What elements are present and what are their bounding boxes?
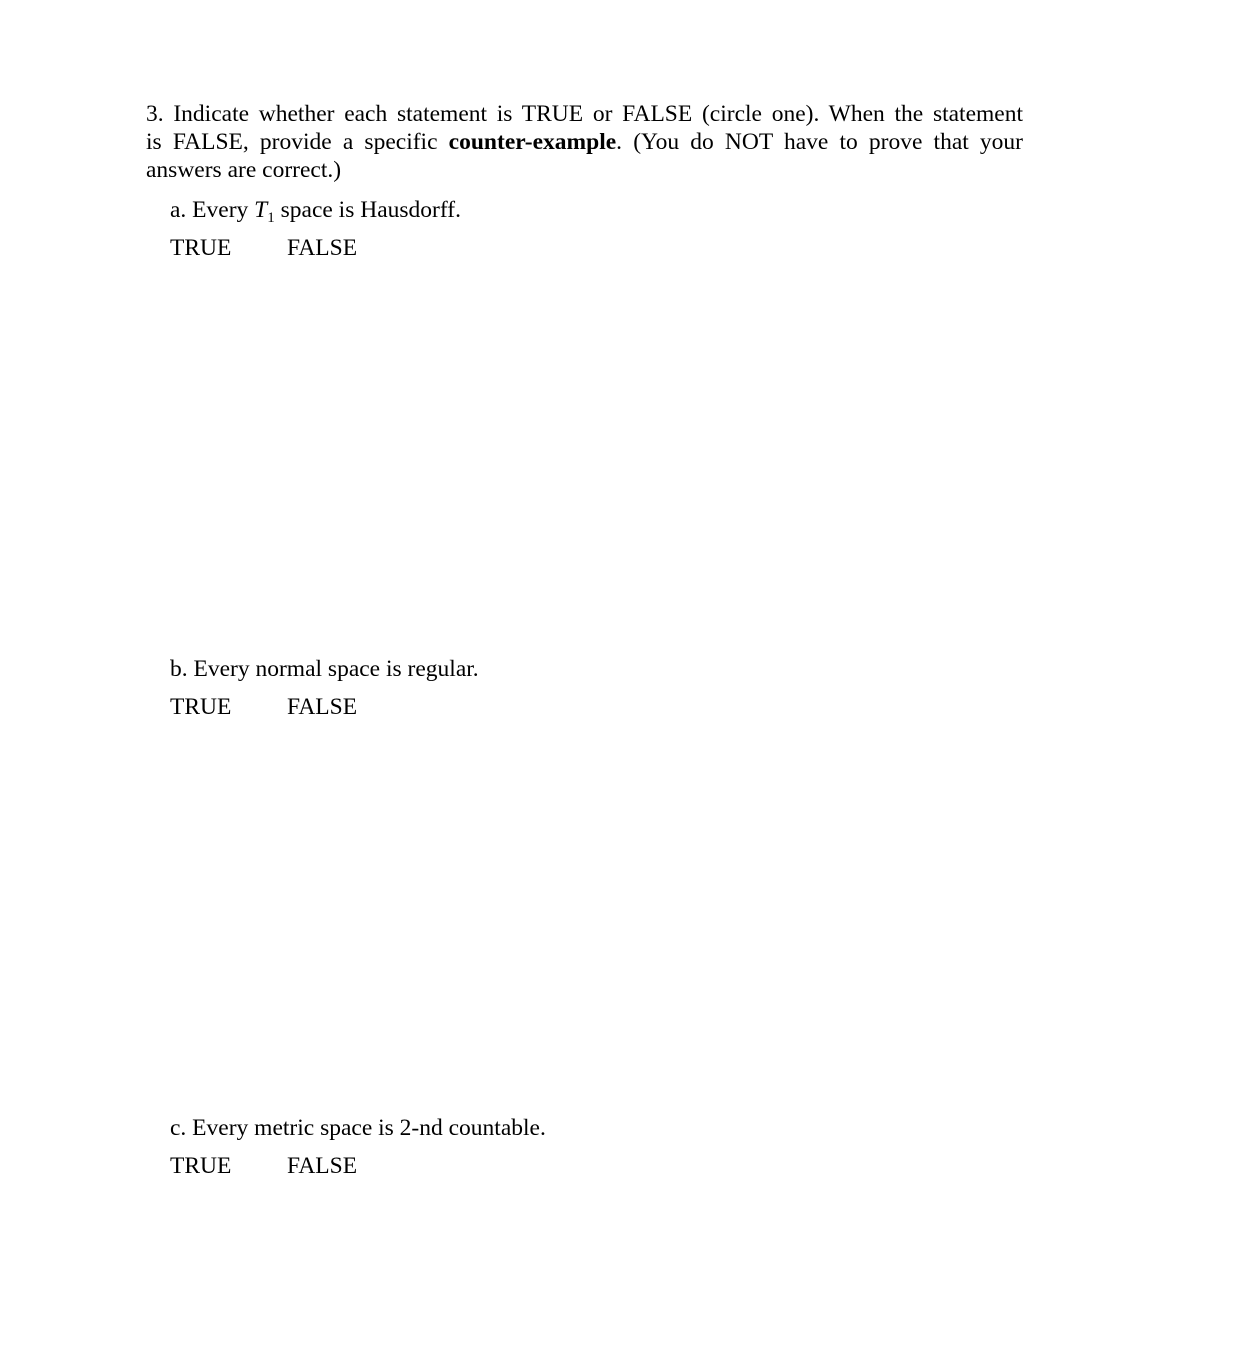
question-b-true-option[interactable]: TRUE <box>170 694 232 720</box>
question-c-choices <box>170 1152 546 1180</box>
question-c-statement: c. Every metric space is 2-nd countable. <box>170 1115 546 1141</box>
instructions-line-1: 3. Indicate whether each statement is TRUE or FALSE (circle one). When the statement <box>146 101 1023 127</box>
instructions-line-3: answers are correct.) <box>146 157 342 183</box>
question-c-false-option[interactable]: FALSE <box>287 1153 358 1179</box>
question-a-suffix: space is Hausdorff. <box>280 197 461 223</box>
question-a-true-option[interactable]: TRUE <box>170 235 232 261</box>
question-a-false-option[interactable]: FALSE <box>287 235 358 261</box>
t1-symbol-base: T <box>254 197 268 223</box>
question-b-choices <box>170 693 479 721</box>
t1-symbol-subscript: 1 <box>267 210 275 226</box>
instructions-line-2 <box>146 128 1023 156</box>
counter-example-emphasis: counter-example <box>448 129 617 155</box>
question-b-statement: b. Every normal space is regular. <box>170 656 479 682</box>
question-a-statement <box>170 196 461 224</box>
instructions-line-2-end: . (You do NOT have to prove that your <box>616 129 1024 155</box>
question-a-prefix: a. Every <box>170 197 249 223</box>
question-c-true-option[interactable]: TRUE <box>170 1153 232 1179</box>
question-a-choices <box>170 234 461 262</box>
problem-instructions <box>146 100 1023 184</box>
question-a <box>170 196 461 262</box>
t1-symbol <box>254 197 275 226</box>
question-b-false-option[interactable]: FALSE <box>287 694 358 720</box>
instructions-line-2-start: is FALSE, provide a specific <box>146 129 438 155</box>
question-c <box>170 1114 546 1180</box>
question-b <box>170 655 479 721</box>
